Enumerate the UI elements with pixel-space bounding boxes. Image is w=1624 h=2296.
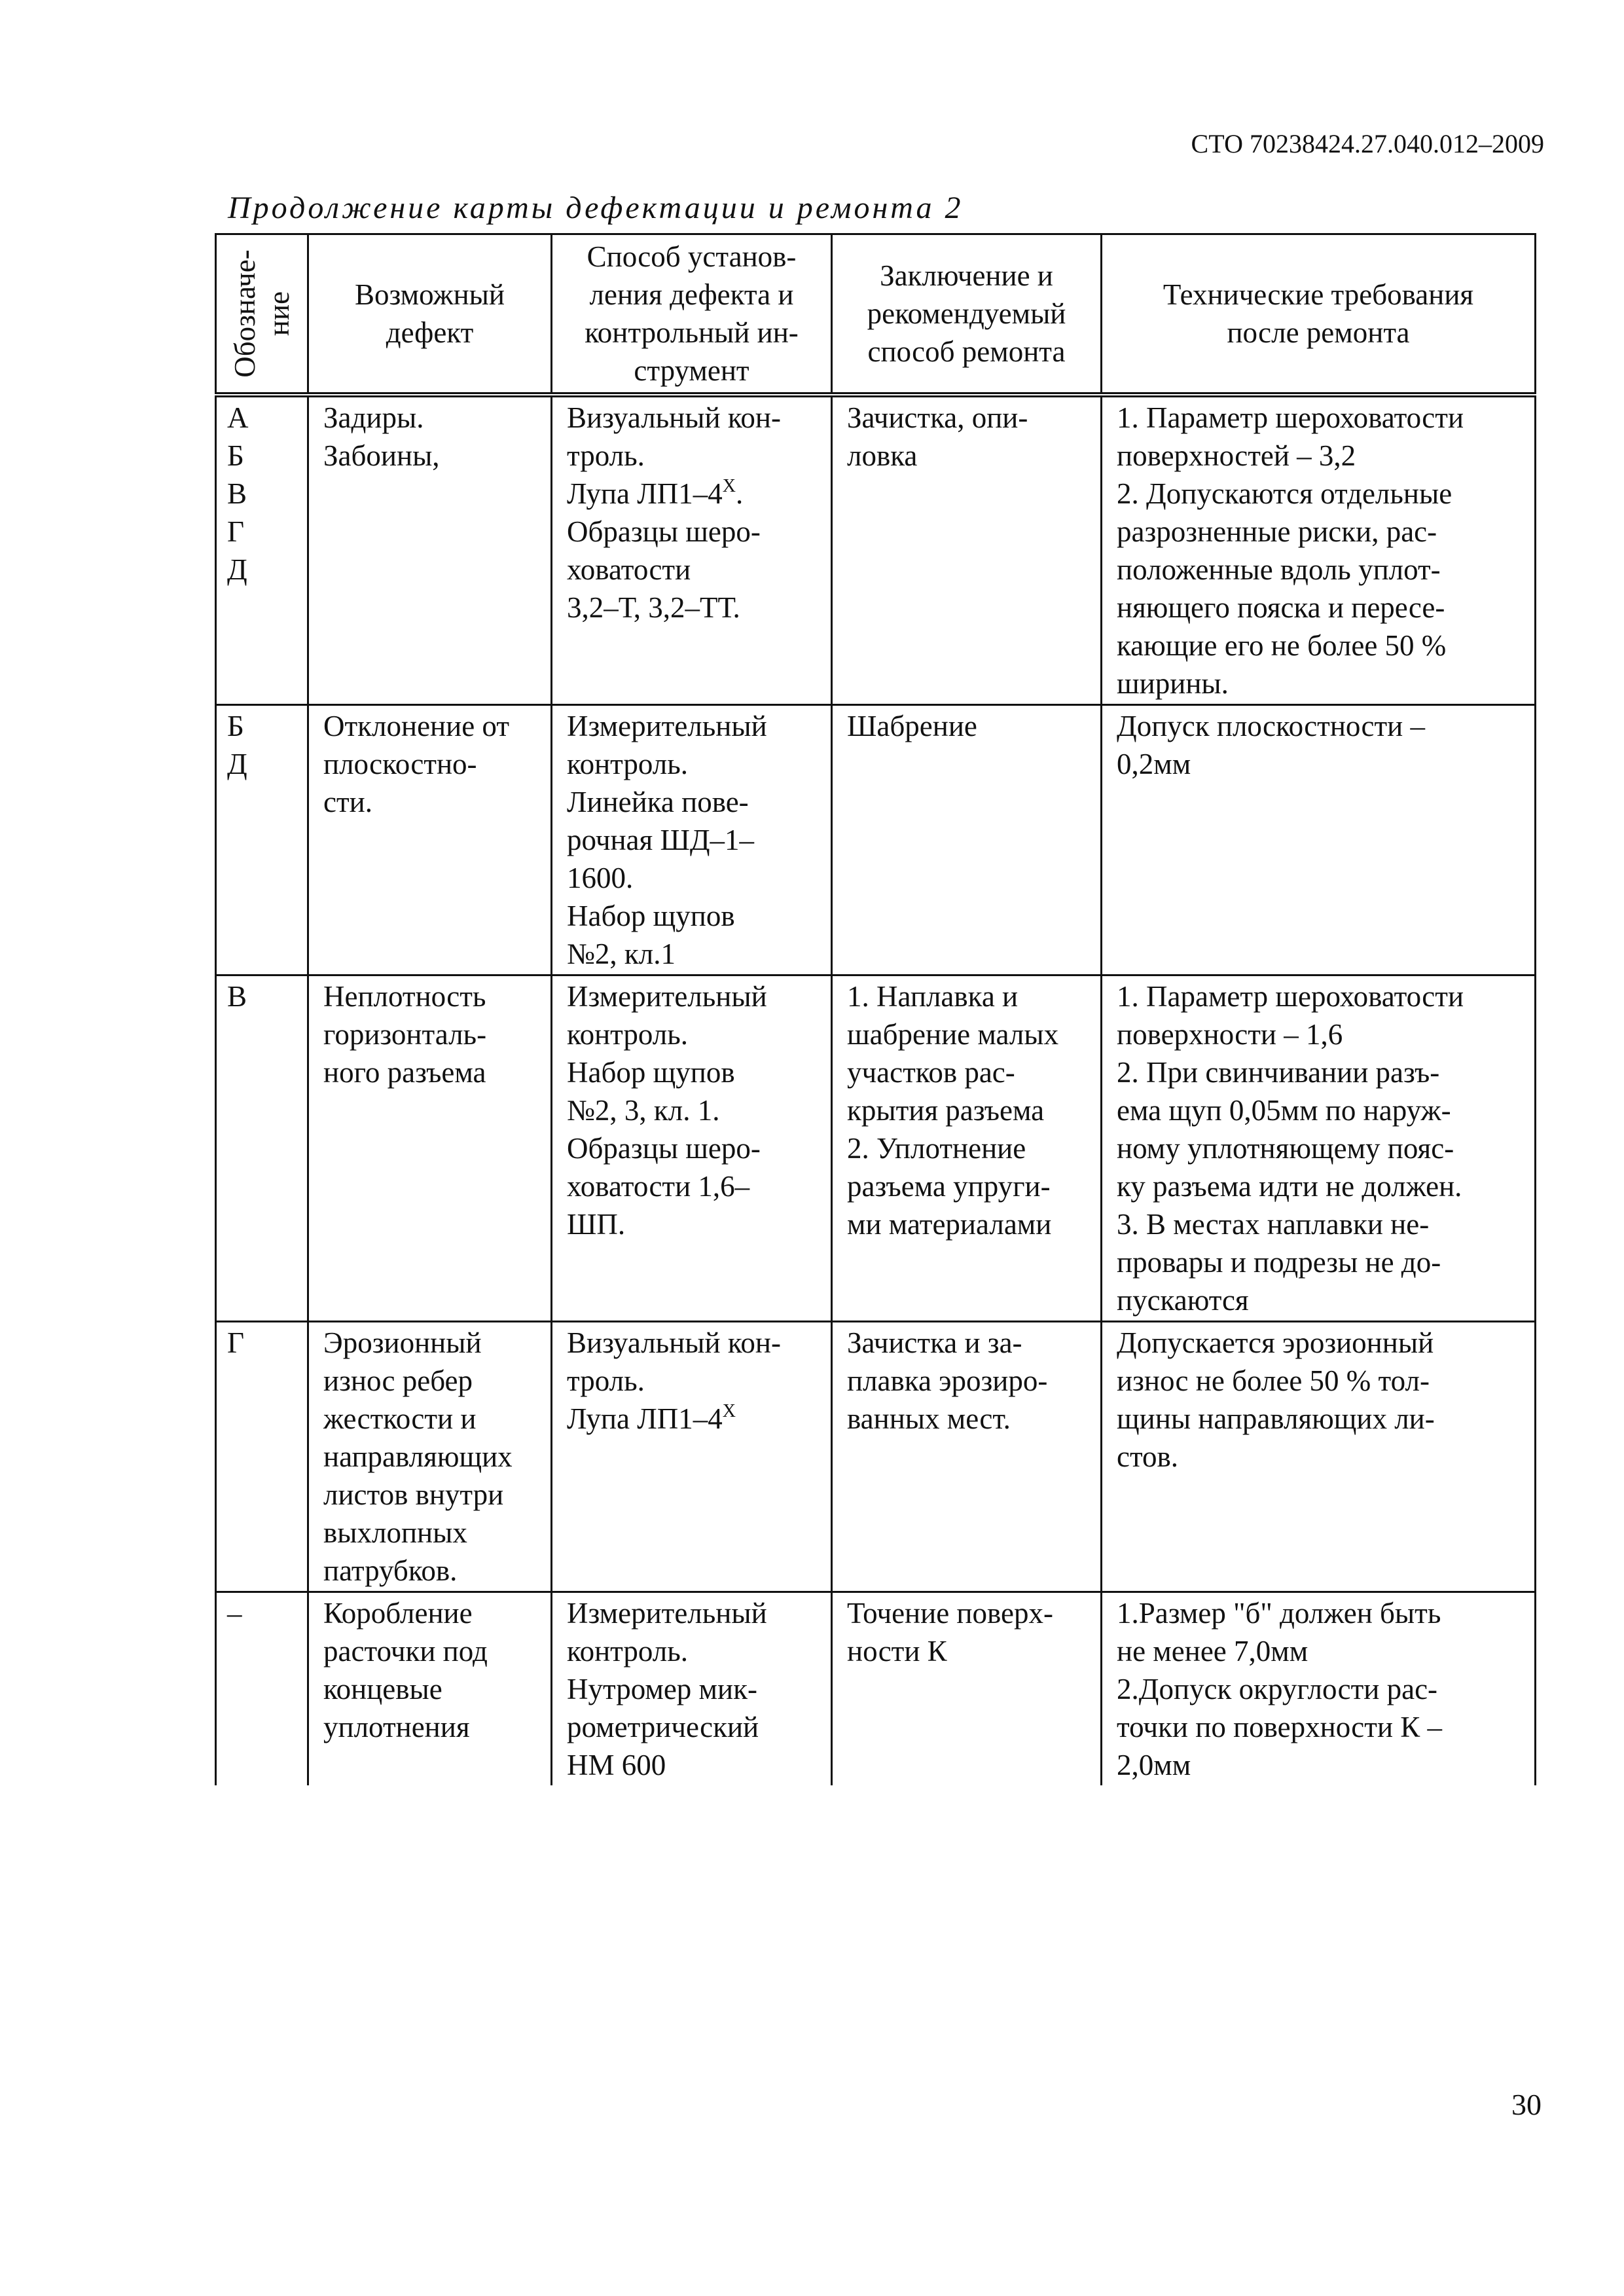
cell-text: сти. bbox=[323, 786, 372, 818]
cell-line bbox=[1117, 1205, 1521, 1243]
requirements-cell bbox=[1102, 1592, 1536, 1786]
cell-line bbox=[323, 1015, 537, 1053]
cell-text: Забоины, bbox=[323, 439, 440, 472]
cell-line bbox=[567, 1708, 818, 1746]
cell-text: контрольный ин- bbox=[585, 316, 799, 349]
cell-line bbox=[1117, 475, 1521, 513]
cell-text: рекомендуемый bbox=[867, 297, 1066, 330]
cell-text: Г bbox=[227, 515, 245, 548]
cell-text: концевые bbox=[323, 1673, 442, 1705]
cell-line bbox=[567, 399, 818, 437]
cell-text: Зачистка, опи- bbox=[847, 401, 1028, 434]
designation-cell bbox=[216, 705, 308, 975]
cell-line bbox=[323, 1324, 537, 1362]
defect-cell bbox=[308, 1322, 552, 1592]
cell-line bbox=[559, 238, 824, 276]
designation-cell bbox=[216, 1592, 308, 1786]
cell-line bbox=[839, 295, 1094, 333]
header-row bbox=[216, 234, 1536, 395]
superscript-mark: X bbox=[722, 476, 736, 496]
repair-cell bbox=[832, 705, 1102, 975]
cell-text: ема щуп 0,05мм по наруж- bbox=[1117, 1094, 1451, 1127]
document-code: СТО 70238424.27.040.012–2009 bbox=[1191, 129, 1544, 158]
cell-line bbox=[847, 1205, 1087, 1243]
cell-line bbox=[847, 1167, 1087, 1205]
cell-line bbox=[847, 1053, 1087, 1091]
cell-text: Измерительный bbox=[567, 1597, 767, 1630]
cell-text: №2, 3, кл. 1. bbox=[567, 1094, 720, 1127]
cell-line bbox=[847, 1594, 1087, 1632]
cell-text: уплотнения bbox=[323, 1711, 470, 1743]
cell-line bbox=[323, 1514, 537, 1552]
cell-line bbox=[1117, 1243, 1521, 1281]
cell-text: щины направляющих ли- bbox=[1117, 1402, 1435, 1435]
cell-line bbox=[1117, 707, 1521, 745]
cell-text: ховатости bbox=[567, 553, 691, 586]
cell-text: ние bbox=[262, 291, 295, 337]
cell-text: Обозначе- bbox=[228, 249, 261, 378]
cell-text: Б bbox=[227, 439, 244, 472]
cell-line bbox=[567, 1015, 818, 1053]
cell-text: плоскостно- bbox=[323, 748, 477, 780]
cell-text: 1.Размер "б" должен быть bbox=[1117, 1597, 1441, 1630]
cell-text: Отклонение от bbox=[323, 710, 509, 742]
requirements-cell bbox=[1102, 975, 1536, 1322]
cell-line bbox=[567, 821, 818, 859]
repair-cell bbox=[832, 395, 1102, 705]
cell-line bbox=[559, 314, 824, 352]
cell-line bbox=[1117, 513, 1521, 551]
cell-line bbox=[847, 437, 1087, 475]
method-cell bbox=[552, 1322, 832, 1592]
cell-text: положенные вдоль уплот- bbox=[1117, 553, 1441, 586]
cell-line bbox=[847, 1632, 1087, 1670]
cell-line bbox=[567, 1594, 818, 1632]
cell-line bbox=[1117, 1053, 1521, 1091]
cell-line bbox=[1117, 627, 1521, 665]
cell-line bbox=[567, 1091, 818, 1129]
cell-text: Линейка пове- bbox=[567, 786, 749, 818]
cell-text: 2,0мм bbox=[1117, 1749, 1191, 1781]
cell-text: Визуальный кон- bbox=[567, 1326, 781, 1359]
cell-text: Технические требования bbox=[1163, 278, 1474, 311]
cell-line bbox=[323, 1552, 537, 1590]
cell-line bbox=[227, 1594, 304, 1632]
cell-line bbox=[1117, 1400, 1521, 1438]
cell-line bbox=[227, 1324, 304, 1362]
header-requirements bbox=[1102, 234, 1536, 395]
cell-line bbox=[847, 1015, 1087, 1053]
cell-text: поверхности – 1,6 bbox=[1117, 1018, 1343, 1051]
table-row bbox=[216, 975, 1536, 1322]
cell-line bbox=[1117, 551, 1521, 589]
cell-line bbox=[1117, 1091, 1521, 1129]
cell-line bbox=[567, 745, 818, 783]
cell-text: износ ребер bbox=[323, 1364, 473, 1397]
cell-line bbox=[1109, 314, 1528, 352]
cell-line bbox=[1117, 1708, 1521, 1746]
cell-line bbox=[567, 1324, 818, 1362]
cell-text: пускаются bbox=[1117, 1284, 1249, 1317]
cell-line bbox=[1117, 1015, 1521, 1053]
cell-line bbox=[227, 977, 304, 1015]
cell-text: Эрозионный bbox=[323, 1326, 482, 1359]
cell-text: ному уплотняющему пояс- bbox=[1117, 1132, 1454, 1165]
cell-text: разрозненные риски, рас- bbox=[1117, 515, 1437, 548]
cell-line bbox=[567, 935, 818, 973]
cell-text: поверхностей – 3,2 bbox=[1117, 439, 1356, 472]
cell-text: ности К bbox=[847, 1635, 947, 1667]
cell-text: В bbox=[227, 477, 247, 510]
header-defect bbox=[308, 234, 552, 395]
cell-text: ШП. bbox=[567, 1208, 626, 1241]
cell-line bbox=[323, 437, 537, 475]
header-repair bbox=[832, 234, 1102, 395]
cell-line bbox=[262, 242, 296, 386]
cell-line bbox=[839, 257, 1094, 295]
cell-text: горизонталь- bbox=[323, 1018, 487, 1051]
cell-line bbox=[323, 1670, 537, 1708]
cell-line bbox=[316, 314, 544, 352]
defect-repair-table bbox=[215, 233, 1536, 1785]
defect-cell bbox=[308, 975, 552, 1322]
cell-text: 2. Уплотнение bbox=[847, 1132, 1026, 1165]
table-header bbox=[216, 234, 1536, 395]
cell-text: не менее 7,0мм bbox=[1117, 1635, 1308, 1667]
cell-line bbox=[227, 745, 304, 783]
cell-text: Точение поверх- bbox=[847, 1597, 1053, 1630]
cell-text: Шабрение bbox=[847, 710, 977, 742]
cell-line bbox=[567, 859, 818, 897]
cell-line bbox=[323, 399, 537, 437]
cell-line bbox=[323, 1438, 537, 1476]
table-row bbox=[216, 395, 1536, 705]
cell-line bbox=[1117, 399, 1521, 437]
cell-text: троль. bbox=[567, 439, 645, 472]
cell-text: 1. Параметр шероховатости bbox=[1117, 980, 1464, 1013]
cell-text: листов внутри bbox=[323, 1478, 504, 1511]
cell-text: 1. Наплавка и bbox=[847, 980, 1019, 1013]
page-number: 30 bbox=[1511, 2088, 1542, 2121]
cell-line bbox=[323, 783, 537, 821]
method-cell bbox=[552, 975, 832, 1322]
cell-text: А bbox=[227, 401, 249, 434]
cell-text: износ не более 50 % тол- bbox=[1117, 1364, 1430, 1397]
cell-line bbox=[323, 1708, 537, 1746]
table-body bbox=[216, 395, 1536, 1785]
cell-text: провары и подрезы не до- bbox=[1117, 1246, 1441, 1279]
cell-text: – bbox=[227, 1597, 242, 1630]
defect-cell bbox=[308, 395, 552, 705]
table-row bbox=[216, 705, 1536, 975]
cell-line bbox=[847, 399, 1087, 437]
cell-text: 3,2–Т, 3,2–ТТ. bbox=[567, 591, 740, 624]
cell-line bbox=[567, 1167, 818, 1205]
superscript-suffix: . bbox=[735, 477, 744, 510]
cell-line bbox=[323, 1400, 537, 1438]
cell-line bbox=[316, 276, 544, 314]
designation-cell bbox=[216, 975, 308, 1322]
method-cell bbox=[552, 705, 832, 975]
cell-line bbox=[847, 1091, 1087, 1129]
method-cell bbox=[552, 1592, 832, 1786]
cell-line bbox=[847, 1400, 1087, 1438]
cell-line bbox=[1117, 1362, 1521, 1400]
cell-line bbox=[227, 707, 304, 745]
cell-line bbox=[847, 707, 1087, 745]
cell-line bbox=[567, 897, 818, 935]
cell-text: НМ 600 bbox=[567, 1749, 666, 1781]
cell-text: Задиры. bbox=[323, 401, 424, 434]
table-caption: Продолжение карты дефектации и ремонта 2 bbox=[228, 191, 964, 225]
cell-line bbox=[847, 1129, 1087, 1167]
cell-text: Лупа ЛП1–4 bbox=[567, 1402, 723, 1435]
requirements-cell bbox=[1102, 705, 1536, 975]
requirements-cell bbox=[1102, 395, 1536, 705]
cell-line bbox=[1117, 665, 1521, 702]
cell-text: Лупа ЛП1–4 bbox=[567, 477, 723, 510]
cell-line bbox=[323, 1362, 537, 1400]
header-designation bbox=[216, 234, 308, 395]
cell-text: ми материалами bbox=[847, 1208, 1052, 1241]
cell-text: Б bbox=[227, 710, 244, 742]
cell-text: 3. В местах наплавки не- bbox=[1117, 1208, 1430, 1241]
cell-text: 1600. bbox=[567, 862, 634, 894]
designation-cell bbox=[216, 1322, 308, 1592]
cell-line bbox=[227, 475, 304, 513]
cell-text: 2.Допуск округлости рас- bbox=[1117, 1673, 1438, 1705]
cell-text: 0,2мм bbox=[1117, 748, 1191, 780]
cell-line bbox=[847, 1324, 1087, 1362]
designation-cell bbox=[216, 395, 308, 705]
cell-text: Набор щупов bbox=[567, 900, 735, 932]
cell-line bbox=[567, 1670, 818, 1708]
repair-cell bbox=[832, 975, 1102, 1322]
cell-text: способ ремонта bbox=[867, 335, 1066, 368]
cell-line bbox=[567, 1746, 818, 1784]
cell-line bbox=[567, 783, 818, 821]
table-row bbox=[216, 1322, 1536, 1592]
cell-text: ховатости 1,6– bbox=[567, 1170, 750, 1203]
cell-text: ловка bbox=[847, 439, 918, 472]
header-method bbox=[552, 234, 832, 395]
cell-line bbox=[323, 1632, 537, 1670]
cell-line bbox=[1117, 1670, 1521, 1708]
cell-text: расточки под bbox=[323, 1635, 488, 1667]
cell-text: Зачистка и за- bbox=[847, 1326, 1022, 1359]
cell-text: 1. Параметр шероховатости bbox=[1117, 401, 1464, 434]
cell-text: контроль. bbox=[567, 1635, 689, 1667]
repair-cell bbox=[832, 1322, 1102, 1592]
cell-line bbox=[1117, 1281, 1521, 1319]
cell-text: Д bbox=[227, 748, 247, 780]
cell-line bbox=[1117, 745, 1521, 783]
cell-line bbox=[567, 437, 818, 475]
cell-line bbox=[323, 707, 537, 745]
cell-text: рочная ШД–1– bbox=[567, 824, 755, 856]
cell-line bbox=[1117, 1167, 1521, 1205]
cell-text: №2, кл.1 bbox=[567, 938, 676, 970]
cell-text: Образцы шеро- bbox=[567, 1132, 761, 1165]
cell-line bbox=[567, 1400, 818, 1438]
cell-line bbox=[1117, 1594, 1521, 1632]
cell-text: Образцы шеро- bbox=[567, 515, 761, 548]
cell-line bbox=[227, 399, 304, 437]
cell-text: выхлопных bbox=[323, 1516, 467, 1549]
cell-line bbox=[323, 1053, 537, 1091]
cell-text: точки по поверхности К – bbox=[1117, 1711, 1443, 1743]
superscript-mark: X bbox=[722, 1401, 736, 1421]
cell-text: Возможный bbox=[355, 278, 505, 311]
cell-line bbox=[567, 513, 818, 551]
cell-text: 2. Допускаются отдельные bbox=[1117, 477, 1453, 510]
cell-text: Заключение и bbox=[880, 259, 1053, 292]
cell-line bbox=[567, 707, 818, 745]
cell-text: после ремонта bbox=[1227, 316, 1410, 349]
defect-cell bbox=[308, 1592, 552, 1786]
cell-text: В bbox=[227, 980, 247, 1013]
cell-line bbox=[847, 1362, 1087, 1400]
cell-line bbox=[1117, 977, 1521, 1015]
cell-text: рометрический bbox=[567, 1711, 759, 1743]
cell-text: Допуск плоскостности – bbox=[1117, 710, 1426, 742]
cell-line bbox=[1117, 589, 1521, 627]
cell-line bbox=[1117, 1632, 1521, 1670]
cell-text: Набор щупов bbox=[567, 1056, 735, 1089]
cell-text: разъема упруги- bbox=[847, 1170, 1051, 1203]
cell-line bbox=[227, 551, 304, 589]
cell-line bbox=[567, 1362, 818, 1400]
cell-line bbox=[323, 745, 537, 783]
cell-text: Неплотность bbox=[323, 980, 486, 1013]
cell-line bbox=[1117, 437, 1521, 475]
cell-text: няющего пояска и пересе- bbox=[1117, 591, 1445, 624]
cell-text: Г bbox=[227, 1326, 245, 1359]
defect-cell bbox=[308, 705, 552, 975]
cell-line bbox=[1117, 1129, 1521, 1167]
cell-text: ванных мест. bbox=[847, 1402, 1011, 1435]
cell-text: крытия разъема bbox=[847, 1094, 1045, 1127]
cell-text: шабрение малых bbox=[847, 1018, 1059, 1051]
cell-text: дефект bbox=[386, 316, 474, 349]
cell-line bbox=[567, 1632, 818, 1670]
cell-text: струмент bbox=[634, 354, 749, 387]
cell-line bbox=[567, 589, 818, 627]
cell-line bbox=[1117, 1746, 1521, 1784]
cell-text: ного разъема bbox=[323, 1056, 486, 1089]
cell-text: ку разъема идти не должен. bbox=[1117, 1170, 1462, 1203]
cell-line bbox=[227, 513, 304, 551]
cell-text: Измерительный bbox=[567, 710, 767, 742]
cell-line bbox=[559, 352, 824, 390]
cell-line bbox=[323, 977, 537, 1015]
rotated-label bbox=[228, 242, 296, 386]
cell-line bbox=[567, 977, 818, 1015]
cell-text: 2. При свинчивании разъ- bbox=[1117, 1056, 1440, 1089]
cell-text: жесткости и bbox=[323, 1402, 477, 1435]
method-cell bbox=[552, 395, 832, 705]
cell-text: патрубков. bbox=[323, 1554, 458, 1587]
cell-text: кающие его не более 50 % bbox=[1117, 629, 1447, 662]
cell-text: ширины. bbox=[1117, 667, 1229, 700]
repair-cell bbox=[832, 1592, 1102, 1786]
cell-line bbox=[847, 977, 1087, 1015]
cell-text: Нутромер мик- bbox=[567, 1673, 757, 1705]
cell-line bbox=[323, 1594, 537, 1632]
cell-line bbox=[228, 242, 262, 386]
cell-text: плавка эрозиро- bbox=[847, 1364, 1048, 1397]
cell-text: контроль. bbox=[567, 1018, 689, 1051]
cell-text: Коробление bbox=[323, 1597, 473, 1630]
cell-text: участков рас- bbox=[847, 1056, 1015, 1089]
cell-line bbox=[839, 333, 1094, 371]
cell-text: контроль. bbox=[567, 748, 689, 780]
cell-text: Д bbox=[227, 553, 247, 586]
cell-line bbox=[227, 437, 304, 475]
cell-text: направляющих bbox=[323, 1440, 513, 1473]
requirements-cell bbox=[1102, 1322, 1536, 1592]
cell-line bbox=[1117, 1324, 1521, 1362]
cell-line bbox=[559, 276, 824, 314]
cell-line bbox=[567, 1205, 818, 1243]
cell-text: ления дефекта и bbox=[589, 278, 794, 311]
cell-line bbox=[1109, 276, 1528, 314]
cell-line bbox=[567, 1053, 818, 1091]
cell-text: Допускается эрозионный bbox=[1117, 1326, 1434, 1359]
cell-line bbox=[567, 551, 818, 589]
table-row bbox=[216, 1592, 1536, 1786]
cell-line bbox=[323, 1476, 537, 1514]
cell-line bbox=[567, 1129, 818, 1167]
cell-text: стов. bbox=[1117, 1440, 1179, 1473]
cell-text: Визуальный кон- bbox=[567, 401, 781, 434]
cell-text: Способ установ- bbox=[586, 240, 797, 273]
cell-text: троль. bbox=[567, 1364, 645, 1397]
cell-text: Измерительный bbox=[567, 980, 767, 1013]
cell-line bbox=[1117, 1438, 1521, 1476]
cell-line bbox=[567, 475, 818, 513]
